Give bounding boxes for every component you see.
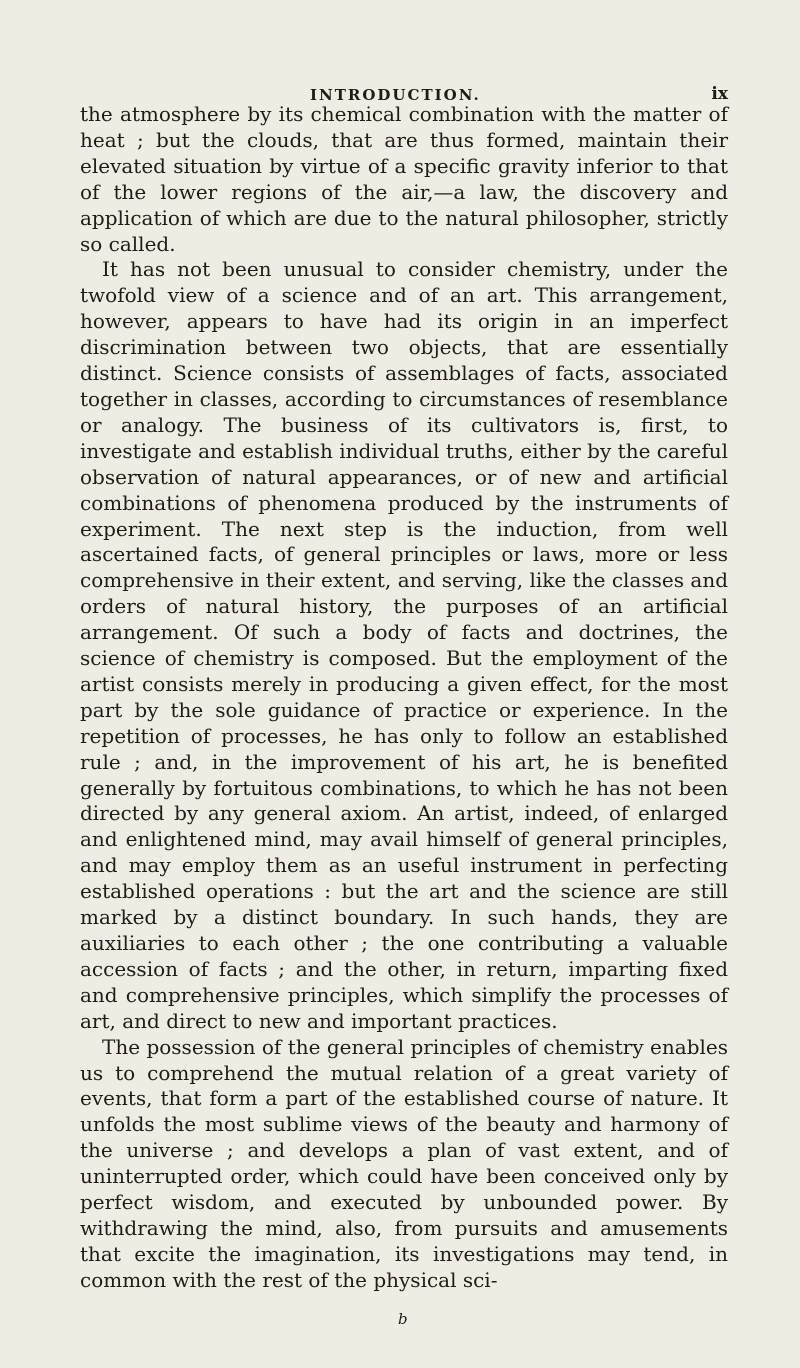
paragraph: the atmosphere by its chemical combination with the matter of heat ; but the clouds, that are thus formed, maintain their elevated situation by virtue of a specific gravity inferior to that of the lower regions of the air,—a law, the discovery and application of which are due to the natural philosopher, strictly so called. (80, 102, 728, 256)
body-text (80, 102, 728, 1294)
running-title: INTRODUCTION. (310, 86, 481, 104)
paragraph: It has not been unusual to consider chemistry, under the twofold view of a science and of an art. This arrangement, however, appears to have had its origin in an imperfect discrimination between two objects, that are essentially distinct. Science consists of assemblages of facts, associated together in classes, according to circumstances of resemblance or analogy. The business of its cultivators is, first, to investigate and establish individual truths, either by the careful observation of natural appearances, or of new and artificial combinations of phenomena produced by the instruments of experiment. The next step is the induction, from well ascertained facts, of general principles or laws, more or less comprehensive in their extent, and serving, like the classes and orders of natural history, the purposes of an artificial arrangement. Of such a body of facts and doctrines, the science of chemistry is composed. But the employment of the artist consists merely in producing a given effect, for the most part by the sole guidance of practice or experience. In the repetition of processes, he has only to follow an established rule ; and, in the improvement of his art, he is benefited generally by fortuitous combinations, to which he has not been directed by any general axiom. An artist, indeed, of enlarged and enlightened mind, may avail himself of general principles, and may employ them as an useful instrument in perfecting established operations : but the art and the science are still marked by a distinct boundary. In such hands, they are auxiliaries to each other ; the one contributing a valuable accession of facts ; and the other, in return, imparting fixed and comprehensive principles, which simplify the processes of art, and direct to new and important practices. (80, 257, 728, 1033)
page-number: ix (711, 84, 728, 104)
signature-mark: b (398, 1310, 408, 1328)
running-head (80, 62, 728, 102)
paragraph: The possession of the general principles of chemistry enables us to comprehend the mutual relation of a great variety of events, that form a part of the established course of nature. It unfolds the most sublime views of the beauty and harmony of the universe ; and develops a plan of vast extent, and of uninterrupted order, which could have been conceived only by perfect wisdom, and executed by unbounded power. By withdrawing the mind, also, from pursuits and amusements that excite the imagination, its investigations may tend, in common with the rest of the physical sci- (80, 1034, 728, 1292)
